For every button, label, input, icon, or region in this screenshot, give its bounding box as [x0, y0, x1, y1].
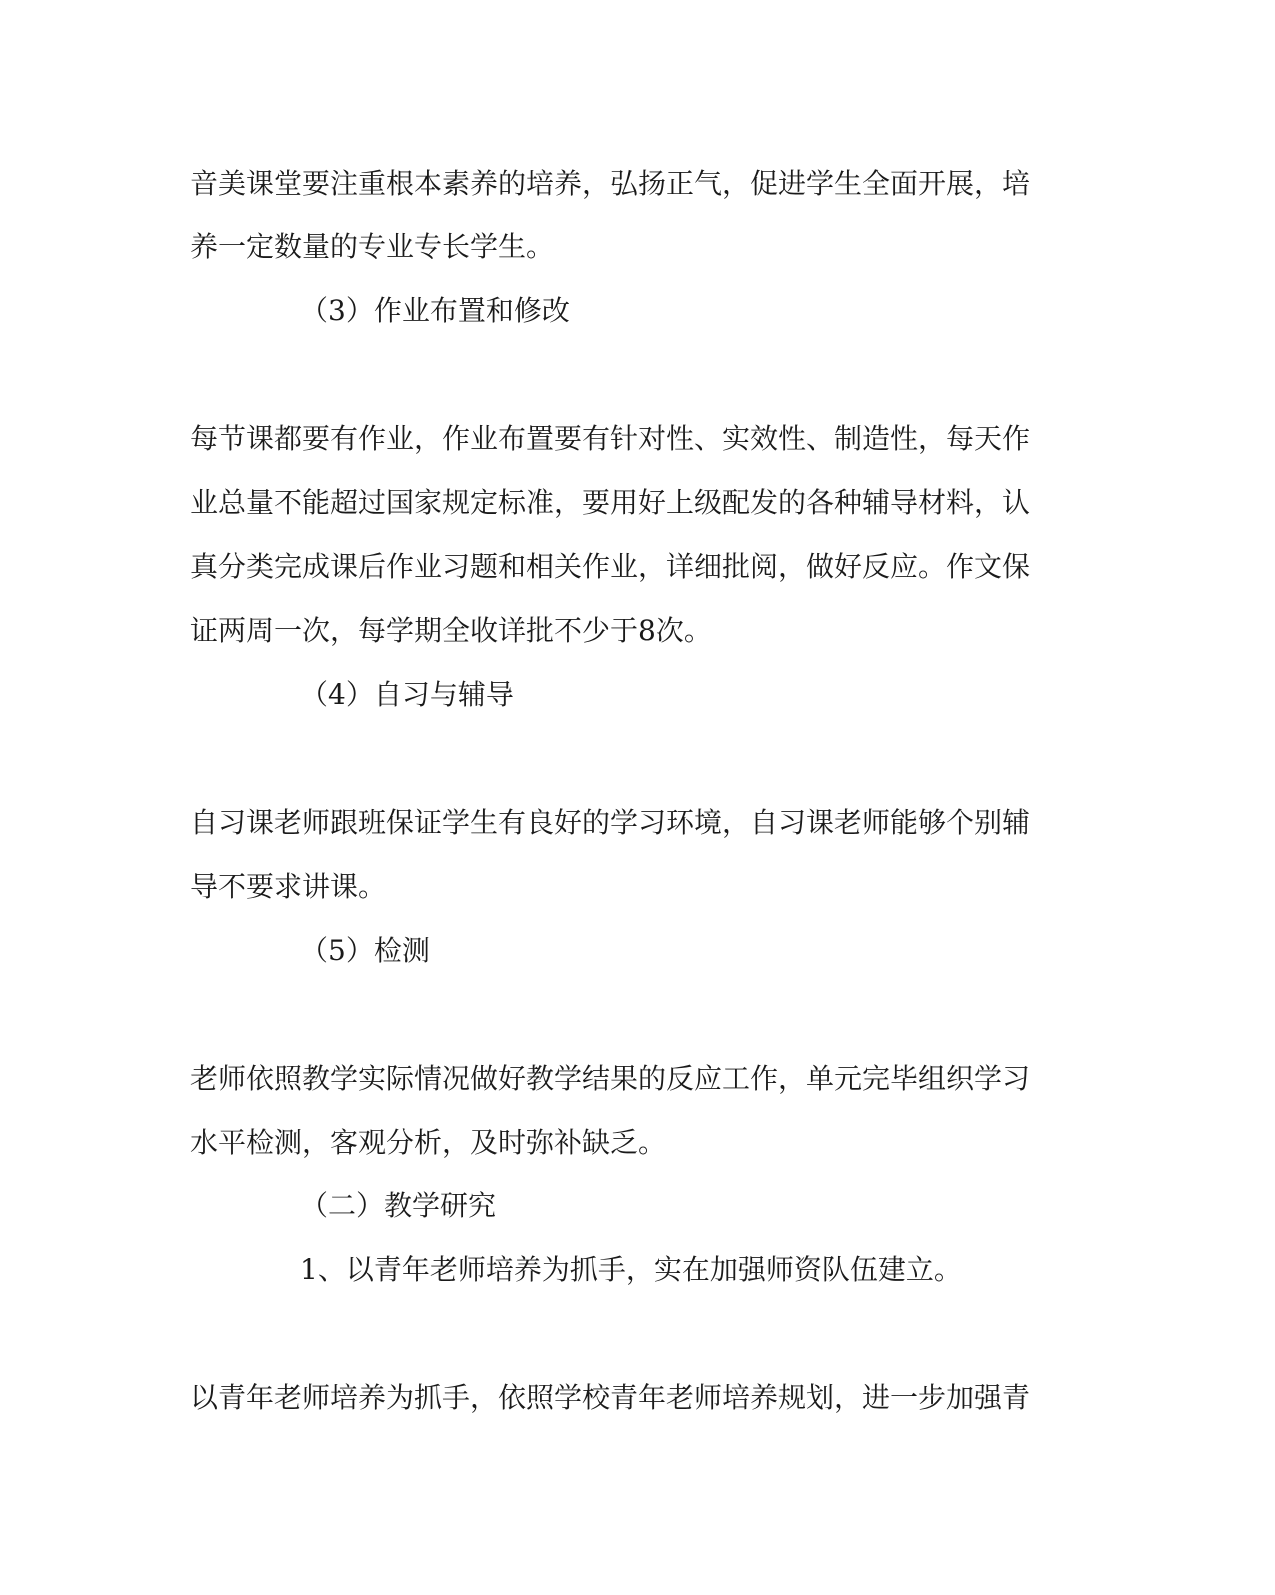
section-heading: （二）教学研究: [300, 1189, 497, 1222]
numbered-item: 1、以青年老师培养为抓手，实在加强师资队伍建立。: [300, 1253, 962, 1286]
paragraph-line: 老师依照教学实际情况做好教学结果的反应工作，单元完毕组织学习: [190, 1062, 1031, 1095]
section-heading: （4）自习与辅导: [300, 678, 514, 711]
section-heading: （3）作业布置和修改: [300, 294, 570, 327]
paragraph-line: 养一定数量的专业专长学生。: [190, 230, 555, 263]
paragraph-line: 每节课都要有作业，作业布置要有针对性、实效性、制造性，每天作: [190, 422, 1031, 455]
paragraph-line: 导不要求讲课。: [190, 870, 387, 903]
paragraph-line: 自习课老师跟班保证学生有良好的学习环境，自习课老师能够个别辅: [190, 806, 1031, 839]
paragraph-line: 水平检测，客观分析，及时弥补缺乏。: [190, 1126, 667, 1159]
paragraph-line: 以青年老师培养为抓手，依照学校青年老师培养规划，进一步加强青: [190, 1381, 1031, 1414]
paragraph-line: 真分类完成课后作业习题和相关作业，详细批阅，做好反应。作文保: [190, 550, 1031, 583]
section-heading: （5）检测: [300, 934, 430, 967]
paragraph-line: 证两周一次，每学期全收详批不少于8次。: [190, 614, 712, 647]
paragraph-line: 音美课堂要注重根本素养的培养，弘扬正气，促进学生全面开展，培: [190, 167, 1031, 200]
paragraph-line: 业总量不能超过国家规定标准，要用好上级配发的各种辅导材料，认: [190, 486, 1031, 519]
